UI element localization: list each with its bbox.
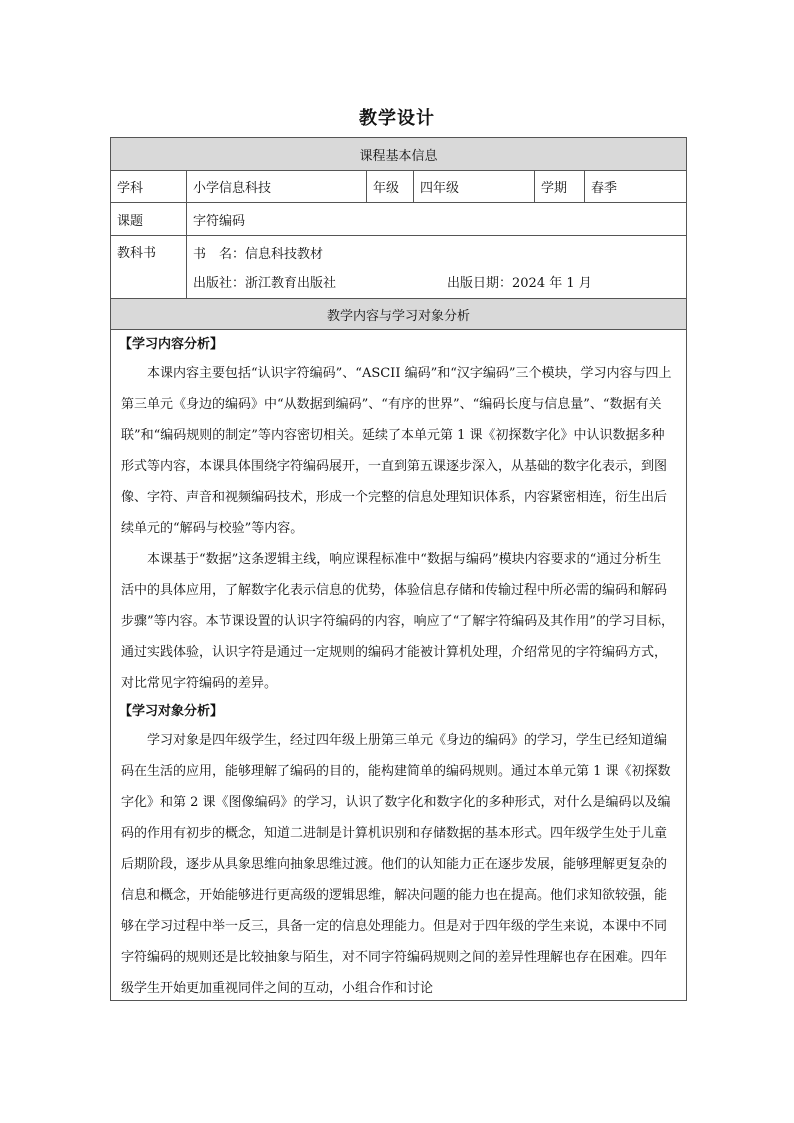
content-analysis-paragraph-1: 本课内容主要包括“认识字符编码”、“ASCII 编码”和“汉字编码”三个模块，学习内容与四上第三单元《身边的编码》中“从数据到编码”、“有序的世界”、“编码长度与信息量”、“数据有关联”和“编码规则的制定”等内容密切相关。延续了本单元第 1 课《初探数字化》中认识数据多种形式等内容，本课具体围绕字符编码展开，一直到第五课逐步深入，从基础的数字化表示，到图像、字符、声音和视频编码技术，形成一个完整的信息处理知识体系，内容紧密相连，衍生出后续单元的“解码与校验”等内容。 [121, 366, 672, 536]
section-header-analysis: 教学内容与学习对象分析 [111, 299, 686, 330]
textbook-label: 教科书 [111, 236, 187, 298]
textbook-name: 书 名：信息科技教材 [193, 247, 324, 262]
topic-row [111, 203, 686, 236]
textbook-publish-line [193, 272, 680, 291]
analysis-body [111, 330, 686, 1000]
textbook-pub-date: 出版日期：2024 年 1 月 [447, 276, 592, 291]
topic-label: 课题 [111, 203, 187, 235]
term-label: 学期 [535, 171, 585, 202]
content-analysis-heading: 【学习内容分析】 [119, 337, 224, 352]
subject-value: 小学信息科技 [187, 171, 367, 202]
content-analysis-paragraph-2: 本课基于“数据”这条逻辑主线，响应课程标准中“数据与编码”模块内容要求的“通过分析生活中的具体应用，了解数字化表示信息的优势，体验信息存储和传输过程中所必需的编码和解码步骤”等内容。本节课设置的认识字符编码的内容，响应了“了解字符编码及其作用”的学习目标，通过实践体验，认识字符是通过一定规则的编码才能被计算机处理，介绍常见的字符编码方式，对比常见字符编码的差异。 [121, 552, 674, 691]
page-title: 教学设计 [359, 108, 435, 129]
learner-analysis-heading: 【学习对象分析】 [119, 704, 224, 719]
subject-label: 学科 [111, 171, 187, 202]
grade-label: 年级 [367, 171, 414, 202]
section-header-basic-info: 课程基本信息 [111, 138, 686, 171]
course-table [110, 137, 687, 1001]
subject-row [111, 171, 686, 203]
grade-value: 四年级 [414, 171, 535, 202]
term-value: 春季 [591, 181, 618, 196]
textbook-info [187, 236, 686, 298]
learner-analysis-paragraph-1: 学习对象是四年级学生，经过四年级上册第三单元《身边的编码》的学习，学生已经知道编码在生活的应用，能够理解了编码的目的，能构建简单的编码规则。通过本单元第 1 课《初探数字化》和第 2 课《图像编码》的学习，认识了数字化和数字化的多种形式，对什么是编码以及编码的作用有初步的概念，知道二进制是计算机识别和存储数据的基本形式。四年级学生处于儿童后期阶段，逐步从具象思维向抽象思维过渡。他们的认知能力正在逐步发展，能够理解更复杂的信息和概念，开始能够进行更高级的逻辑思维，解决问题的能力也在提高。他们求知欲较强，能够在学习过程中举一反三，具备一定的信息处理能力。但是对于四年级的学生来说，本课中不同字符编码的规则还是比较抽象与陌生，对不同字符编码规则之间的差异性理解也存在困难。四年级学生开始更加重视同伴之间的互动，小组合作和讨论 [121, 733, 671, 996]
textbook-publisher: 出版社：浙江教育出版社 [193, 276, 337, 291]
textbook-row [111, 236, 686, 299]
topic-value: 字符编码 [193, 213, 246, 229]
